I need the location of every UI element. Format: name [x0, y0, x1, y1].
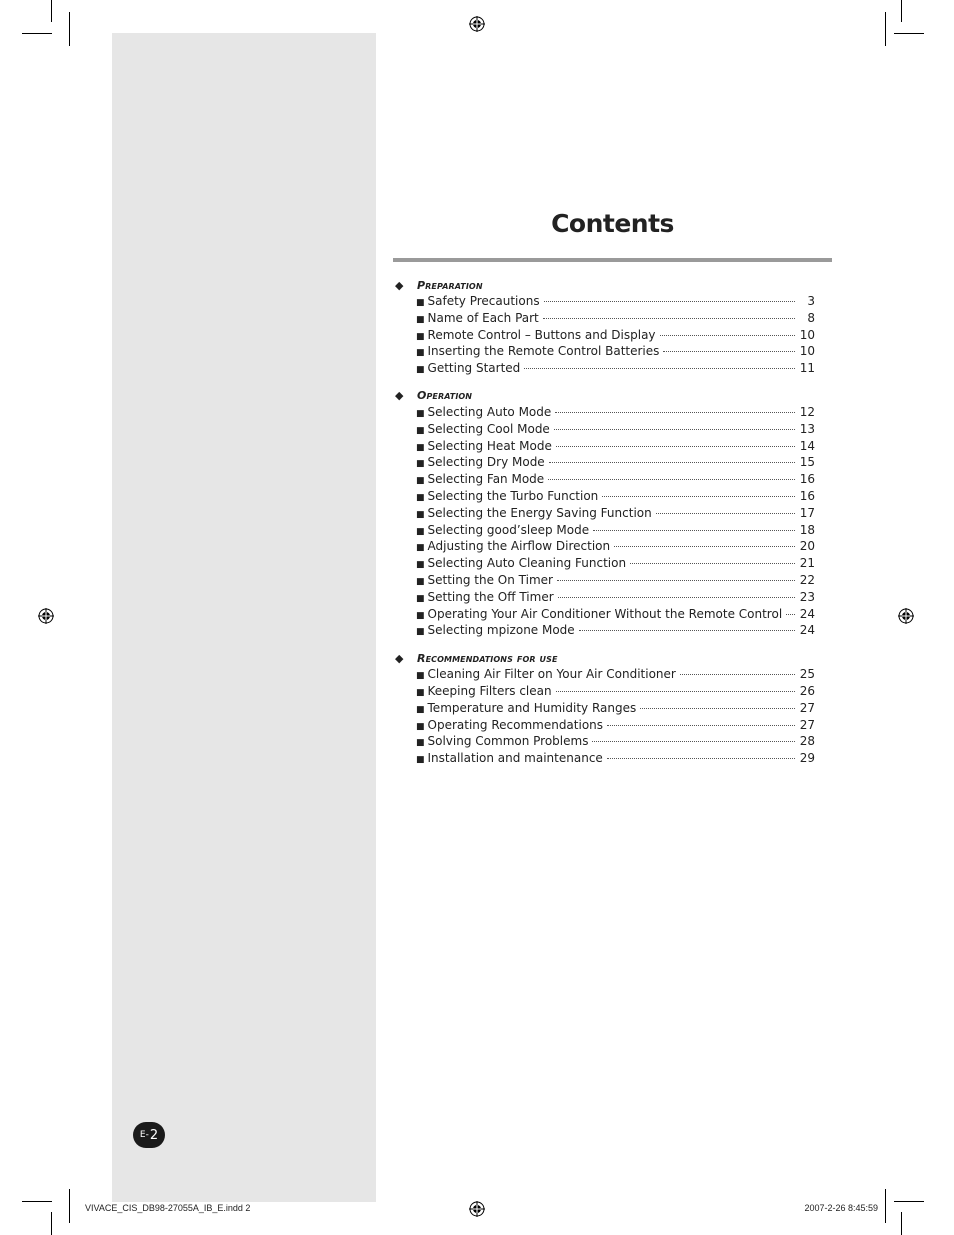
section-heading [395, 276, 815, 294]
toc-entry[interactable] [416, 344, 815, 361]
leader-dots [592, 741, 795, 742]
toc-entry-label: Solving Common Problems [427, 734, 589, 749]
leader-dots [593, 530, 795, 531]
toc-entry[interactable] [416, 439, 815, 456]
toc-entry[interactable] [416, 294, 815, 311]
page-number-badge [133, 1122, 165, 1148]
toc-entry[interactable] [416, 590, 815, 607]
crop-mark [894, 33, 924, 34]
toc-entry-label: Selecting the Energy Saving Function [427, 505, 652, 520]
toc-entry[interactable] [416, 311, 815, 328]
diamond-icon: ◆ [395, 278, 404, 292]
toc-entry-page: 14 [799, 438, 815, 453]
gray-sidebar [112, 33, 376, 1202]
toc-section-recommendations [395, 649, 815, 768]
diamond-icon: ◆ [395, 651, 404, 665]
toc-entry-page: 10 [799, 344, 815, 359]
toc-entry-label: Selecting Dry Mode [427, 455, 545, 470]
toc-entry-label: Selecting good’sleep Mode [427, 522, 590, 537]
toc-entry-page: 28 [799, 734, 815, 749]
toc-entry-page: 21 [799, 556, 815, 571]
registration-mark-icon [469, 1201, 485, 1217]
page-number: 2 [149, 1127, 159, 1143]
toc-entry-page: 26 [799, 683, 815, 698]
crop-mark [51, 1212, 52, 1235]
square-bullet-icon: ■ [416, 492, 425, 503]
toc-entry[interactable] [416, 455, 815, 472]
crop-mark [885, 12, 886, 46]
toc-entry[interactable] [416, 539, 815, 556]
square-bullet-icon: ■ [416, 365, 425, 376]
toc-entry-page: 17 [799, 505, 815, 520]
toc-entry-page: 16 [799, 488, 815, 503]
crop-mark [22, 1201, 52, 1202]
leader-dots [660, 335, 795, 336]
toc-entry-label: Adjusting the Airflow Direction [427, 539, 611, 554]
toc-entry-page: 23 [799, 589, 815, 604]
square-bullet-icon: ■ [416, 314, 425, 325]
toc-entry-page: 3 [807, 294, 815, 308]
toc-entry-page: 10 [799, 327, 815, 342]
square-bullet-icon: ■ [416, 348, 425, 359]
toc-entry-label: Selecting Cool Mode [427, 421, 550, 436]
leader-dots [614, 546, 795, 547]
toc-entry[interactable] [416, 506, 815, 523]
leader-dots [549, 462, 795, 463]
toc-entry-page: 12 [799, 404, 815, 419]
square-bullet-icon: ■ [416, 476, 425, 487]
toc-entry-label: Inserting the Remote Control Batteries [427, 344, 660, 359]
section-heading-text: Operation [417, 389, 473, 403]
toc-entry-label: Operating Recommendations [427, 717, 604, 732]
toc-entry[interactable] [416, 472, 815, 489]
leader-dots [630, 563, 795, 564]
toc-entry[interactable] [416, 489, 815, 506]
toc-entry[interactable] [416, 718, 815, 735]
toc-entry-label: Remote Control – Buttons and Display [427, 327, 656, 342]
square-bullet-icon: ■ [416, 298, 425, 308]
square-bullet-icon: ■ [416, 738, 425, 749]
toc-entry-label: Name of Each Part [427, 310, 539, 325]
registration-mark-icon [469, 16, 485, 32]
square-bullet-icon: ■ [416, 543, 425, 554]
leader-dots [602, 496, 795, 497]
toc-entry-page: 20 [799, 539, 815, 554]
toc-entry[interactable] [416, 751, 815, 768]
toc-entry[interactable] [416, 556, 815, 573]
square-bullet-icon: ■ [416, 425, 425, 436]
section-heading-text: Preparation [417, 278, 483, 292]
leader-dots [680, 674, 795, 675]
toc-entry-label: Getting Started [427, 361, 521, 376]
square-bullet-icon: ■ [416, 671, 425, 682]
square-bullet-icon: ■ [416, 408, 425, 419]
square-bullet-icon: ■ [416, 704, 425, 715]
crop-mark [69, 12, 70, 46]
toc-entry-label: Cleaning Air Filter on Your Air Conditioner [427, 667, 676, 682]
leader-dots [663, 351, 795, 352]
leader-dots [579, 630, 795, 631]
toc-entry-page: 29 [799, 751, 815, 766]
crop-mark [22, 33, 52, 34]
toc-entry-label: Setting the On Timer [427, 572, 553, 587]
crop-mark [69, 1189, 70, 1223]
square-bullet-icon: ■ [416, 687, 425, 698]
square-bullet-icon: ■ [416, 442, 425, 453]
footer-timestamp: 2007-2-26 8:45:59 [804, 1203, 878, 1213]
toc-entry[interactable] [416, 328, 815, 345]
footer-filename: VIVACE_CIS_DB98-27055A_IB_E.indd 2 [85, 1203, 251, 1213]
toc-entry-page: 25 [799, 667, 815, 682]
square-bullet-icon: ■ [416, 593, 425, 604]
leader-dots [556, 446, 795, 447]
section-heading [395, 387, 815, 405]
toc-entry[interactable] [416, 667, 815, 684]
toc-entry-label: Selecting the Turbo Function [427, 488, 599, 503]
toc-entry[interactable] [416, 361, 815, 378]
toc-entry[interactable] [416, 573, 815, 590]
toc-entry-label: Selecting Auto Mode [427, 404, 552, 419]
square-bullet-icon: ■ [416, 576, 425, 587]
leader-dots [543, 318, 795, 319]
toc-entry-label: Selecting Heat Mode [427, 438, 552, 453]
table-of-contents [395, 276, 815, 777]
toc-entry[interactable] [416, 734, 815, 751]
title-rule [393, 258, 832, 262]
square-bullet-icon: ■ [416, 526, 425, 537]
leader-dots [524, 368, 795, 369]
leader-dots [548, 479, 795, 480]
toc-entry-page: 13 [799, 421, 815, 436]
square-bullet-icon: ■ [416, 721, 425, 732]
section-heading-text: Recommendations for use [417, 651, 558, 665]
square-bullet-icon: ■ [416, 560, 425, 571]
toc-entry[interactable] [416, 623, 815, 640]
toc-entry-label: Selecting mpizone Mode [427, 623, 575, 638]
leader-dots [556, 691, 795, 692]
leader-dots [640, 708, 795, 709]
toc-entry[interactable] [416, 701, 815, 718]
toc-entry[interactable] [416, 405, 815, 422]
crop-mark [51, 0, 52, 22]
crop-mark [894, 1201, 924, 1202]
toc-entry[interactable] [416, 607, 815, 624]
crop-mark [885, 1189, 886, 1223]
leader-dots [557, 580, 795, 581]
leader-dots [786, 614, 795, 615]
toc-section-preparation [395, 276, 815, 378]
toc-entry-label: Operating Your Air Conditioner Without the Remote Control [427, 606, 783, 621]
page-prefix: E- [139, 1130, 149, 1140]
crop-mark [901, 0, 902, 22]
toc-section-operation [395, 387, 815, 640]
leader-dots [555, 412, 795, 413]
toc-entry-page: 24 [799, 623, 815, 638]
square-bullet-icon: ■ [416, 509, 425, 520]
square-bullet-icon: ■ [416, 331, 425, 342]
registration-mark-icon [898, 608, 914, 624]
toc-entry-page: 15 [799, 455, 815, 470]
registration-mark-icon [38, 608, 54, 624]
toc-entry-page: 27 [799, 700, 815, 715]
diamond-icon: ◆ [395, 389, 404, 403]
toc-entry-page: 24 [799, 606, 815, 621]
toc-entry-page: 16 [799, 472, 815, 487]
toc-entry-label: Selecting Auto Cleaning Function [427, 556, 627, 571]
toc-entry-label: Setting the Off Timer [427, 589, 554, 604]
toc-entry-page: 27 [799, 717, 815, 732]
page-title: Contents [551, 209, 674, 238]
toc-entry[interactable] [416, 684, 815, 701]
toc-entry-page: 18 [799, 522, 815, 537]
leader-dots [544, 301, 795, 302]
toc-entry[interactable] [416, 523, 815, 540]
toc-entry-label: Installation and maintenance [427, 751, 603, 766]
toc-entry-label: Safety Precautions [427, 294, 540, 308]
toc-entry-label: Keeping Filters clean [427, 683, 552, 698]
square-bullet-icon: ■ [416, 755, 425, 766]
leader-dots [558, 597, 795, 598]
toc-entry[interactable] [416, 422, 815, 439]
toc-entry-page: 8 [807, 310, 815, 325]
leader-dots [656, 513, 795, 514]
square-bullet-icon: ■ [416, 459, 425, 470]
leader-dots [554, 429, 795, 430]
toc-entry-page: 22 [799, 572, 815, 587]
square-bullet-icon: ■ [416, 610, 425, 621]
leader-dots [607, 758, 795, 759]
toc-entry-page: 11 [799, 361, 815, 376]
crop-mark [901, 1212, 902, 1235]
toc-entry-label: Selecting Fan Mode [427, 472, 545, 487]
section-heading [395, 649, 815, 667]
leader-dots [607, 725, 795, 726]
toc-entry-label: Temperature and Humidity Ranges [427, 700, 637, 715]
square-bullet-icon: ■ [416, 627, 425, 638]
